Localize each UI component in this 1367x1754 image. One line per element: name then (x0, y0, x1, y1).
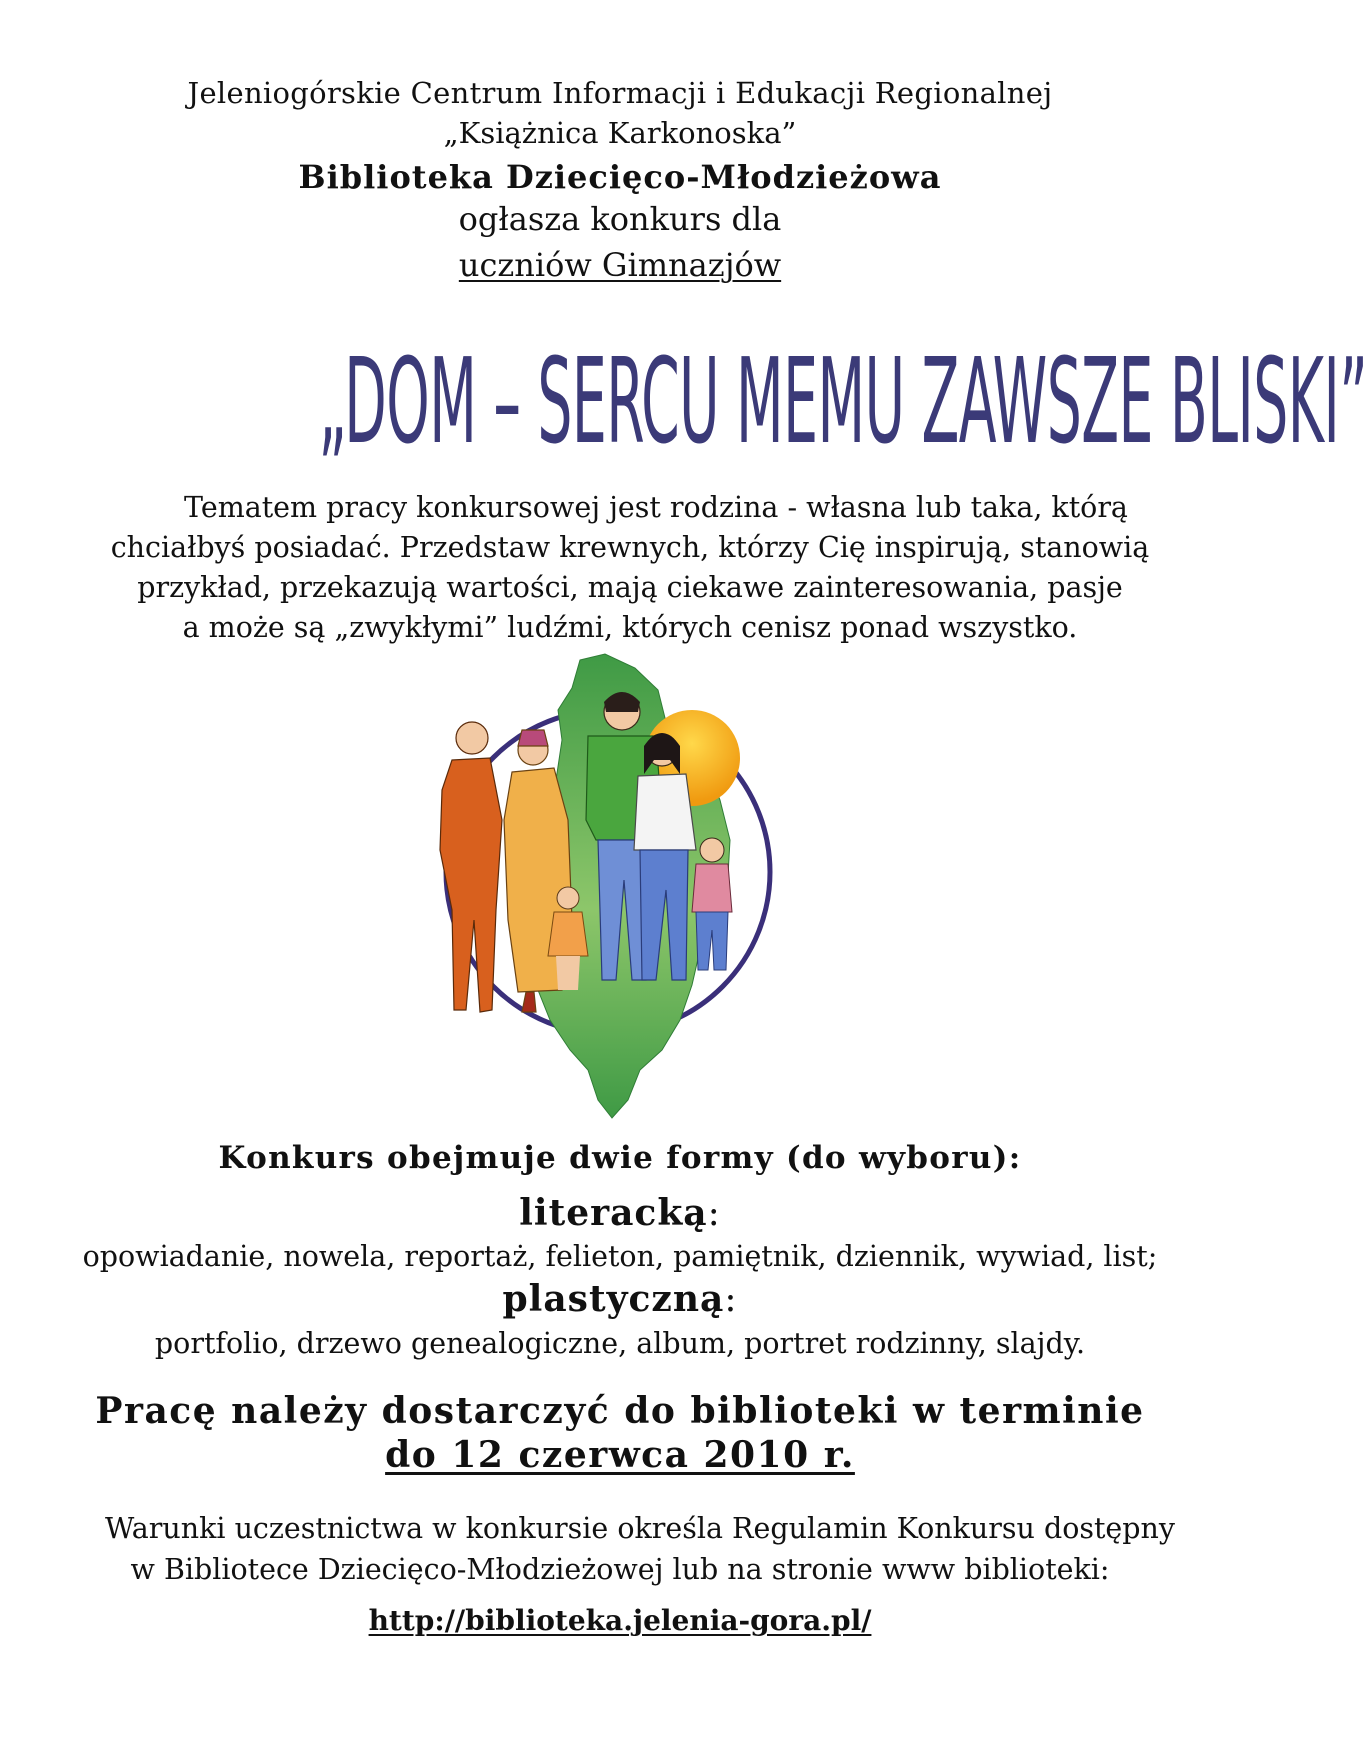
audience-label: uczniów Gimnazjów (458, 246, 782, 284)
library-url-link[interactable]: http://biblioteka.jelenia-gora.pl/ (368, 1604, 872, 1637)
literary-items: opowiadanie, nowela, reportaż, felieton, pamiętnik, dziennik, wywiad, list; (82, 1240, 1158, 1273)
forms-intro: Konkurs obejmuje dwie formy (do wyboru): (218, 1140, 1022, 1176)
theme-line: a może są „zwykłymi” ludźmi, których cenisz ponad wszystko. (182, 611, 1078, 644)
art-colon: : (724, 1279, 738, 1320)
conditions-line-1: Warunki uczestnictwa w konkursie określa Regulamin Konkursu dostępny (104, 1512, 1176, 1545)
library-name: Biblioteka Dziecięco-Młodzieżowa (298, 158, 942, 196)
theme-line: Tematem pracy konkursowej jest rodzina - własna lub taka, którą (184, 491, 1128, 524)
art-items: portfolio, drzewo genealogiczne, album, portret rodzinny, slajdy. (154, 1327, 1086, 1360)
theme-paragraph (110, 488, 1150, 648)
conditions-line-2: w Bibliotece Dziecięco-Młodzieżowej lub na stronie www biblioteki: (130, 1553, 1110, 1586)
literary-heading-text: literacką (519, 1192, 708, 1234)
organization-line-1: Jeleniogórskie Centrum Informacji i Edukacji Regionalnej (187, 76, 1053, 110)
grandfather (440, 722, 502, 1012)
theme-line: przykład, przekazują wartości, mają ciekawe zainteresowania, pasje (137, 571, 1123, 604)
art-heading-text: plastyczną (502, 1278, 725, 1320)
literary-heading (0, 1192, 1240, 1234)
deadline-line-1: Pracę należy dostarczyć do biblioteki w terminie (95, 1390, 1145, 1432)
deadline-date (0, 1434, 1240, 1476)
organization-line-2: „Książnica Karkonoska” (443, 116, 797, 150)
library-url (0, 1604, 1240, 1637)
announcement-text: ogłasza konkurs dla (458, 200, 782, 238)
theme-line: chciałbyś posiadać. Przedstaw krewnych, którzy Cię inspirują, stanowią (110, 531, 1150, 564)
art-heading (0, 1278, 1240, 1320)
audience-text (0, 246, 1240, 284)
deadline-date-text: do 12 czerwca 2010 r. (385, 1434, 855, 1476)
family-illustration (430, 650, 830, 1120)
literary-colon: : (707, 1193, 721, 1234)
contest-title: „DOM – SERCU MEMU ZAWSZE BLISKI” (318, 332, 1367, 470)
